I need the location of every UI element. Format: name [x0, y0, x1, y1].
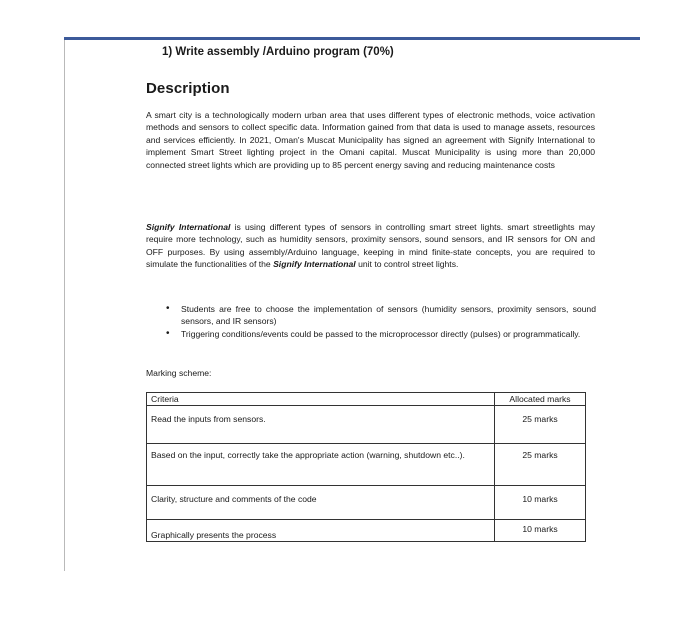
paragraph-2: [146, 221, 595, 271]
marking-scheme-label: Marking scheme:: [146, 368, 212, 378]
table-row: [147, 520, 586, 542]
header-marks: Allocated marks: [495, 393, 586, 406]
bullet-list: [166, 303, 596, 340]
marks-cell: 25 marks: [495, 444, 586, 486]
section-heading: Description: [146, 80, 230, 97]
company-name: Signify International: [146, 222, 231, 232]
table-row: [147, 406, 586, 444]
list-item: • Students are free to choose the implementation of sensors (humidity sensors, proximity sensors, sound sensors, and IR sensors): [166, 303, 596, 328]
marking-table: [146, 392, 586, 542]
marks-cell: 10 marks: [495, 520, 586, 542]
table-row: [147, 486, 586, 520]
list-item: • Triggering conditions/events could be passed to the microprocessor directly (pulses) or programmatically.: [166, 328, 596, 340]
table-header-row: [147, 393, 586, 406]
criteria-cell: Read the inputs from sensors.: [147, 406, 495, 444]
criteria-cell: Graphically presents the process: [147, 520, 495, 542]
table-row: [147, 444, 586, 486]
page-top-border: [64, 37, 640, 40]
header-criteria: Criteria: [147, 393, 495, 406]
paragraph-1: A smart city is a technologically modern urban area that uses different types of electronic methods, voice activation methods and sensors to collect specific data. Information gained from that data is used to manage assets, resources and services efficiently. In 2021, Oman's Muscat Municipality has signed an agreement with Signify International to implement Smart Street lighting project in the Omani capital. Muscat Municipality is using more than 20,000 connected street lights which are providing up to 85 percent energy saving and reducing maintenance costs: [146, 110, 595, 170]
marks-cell: 25 marks: [495, 406, 586, 444]
page-left-edge: [64, 40, 65, 571]
criteria-cell: Clarity, structure and comments of the code: [147, 486, 495, 520]
paragraph-2-end: unit to control street lights.: [355, 259, 459, 270]
company-name-2: Signify International: [273, 259, 356, 270]
paragraph-2-text: is using different types of sensors in controlling smart street lights. smart streetlights may require more technology, such as humidity sensors, proximity sensors, sound sensors, and IR sensors for ON and OFF purposes. By using assembly/Arduino language, keeping in mind finite-state concepts, you are required to simulate the functionalities of the: [146, 222, 595, 270]
question-title: 1) Write assembly /Arduino program (70%): [162, 46, 394, 58]
marks-cell: 10 marks: [495, 486, 586, 520]
criteria-cell: Based on the input, correctly take the appropriate action (warning, shutdown etc..).: [147, 444, 495, 486]
